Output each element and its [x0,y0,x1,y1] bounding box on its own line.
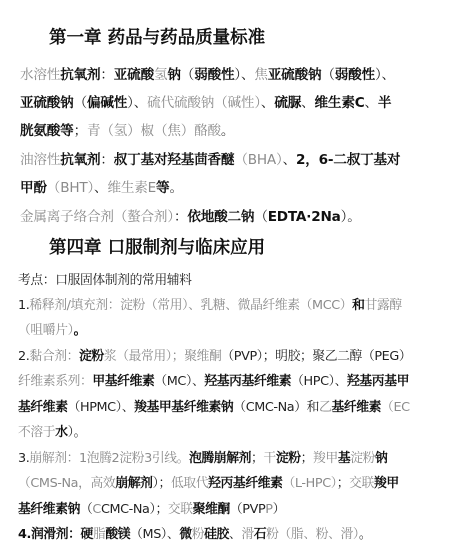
text-segment: ）、 [374,67,395,83]
text-line [20,176,476,196]
text-segment: 抗氧剂 [60,67,101,83]
text-segment: （ [180,67,195,83]
text-segment: 考点：口服固体制剂的常用辅料 [18,273,192,288]
text-segment: 、 [228,527,242,542]
text-segment: 4.润滑剂：硬 [18,527,93,542]
text-segment: 羟基丙基纤维素 [204,374,292,389]
text-segment: （L-HPC） [282,476,337,491]
text-segment: 亚硫酸钠 [267,67,322,83]
text-segment: 钠 [167,67,181,83]
text-segment: 纤维素系列： [18,374,93,389]
text-line [18,269,476,288]
text-segment: 氢 [153,67,168,83]
text-segment: （ [73,95,87,111]
text-segment: 偏碱性 [86,95,128,111]
text-segment: 硅胶 [204,527,229,542]
text-segment: 泡腾崩解剂 [189,451,252,466]
text-segment: 油溶性 [20,152,61,168]
text-segment: 粉 [191,527,205,542]
text-segment: 硫脲 [274,95,302,111]
text-line [18,472,476,491]
text-segment: 依地酸二钠 [187,209,255,225]
text-segment: 黏合剂： [29,349,80,364]
text-segment: 稀释剂/填充剂：淀粉（常用）、乳糖、微晶纤维素（MCC） [29,298,353,313]
text-segment: ： [100,152,114,168]
text-line [18,523,476,542]
text-segment: （CMS-Na，高效 [18,476,116,491]
text-segment: 维生素C [314,95,365,111]
text-segment: 等 [156,180,170,196]
text-segment: （BHT） [46,180,95,196]
text-segment: （MS）、 [130,527,180,542]
text-segment: 第四章 口服制剂与临床应用 [49,238,266,258]
text-segment: ）、 [234,67,255,83]
text-segment: ）。 [67,425,87,440]
text-segment: 基纤维素 [18,400,68,415]
text-segment: 青（氢）椒（焦）酪酸 [86,123,221,139]
text-segment: 水溶性 [20,67,61,83]
text-segment: 。 [358,527,372,542]
text-segment: 酸镁 [105,527,131,542]
text-segment: 羟基丙基甲 [347,374,410,389]
text-segment: （BHA） [234,152,283,168]
text-segment: 基纤维素钠 [18,502,80,517]
text-segment: （CMC-Na）和 [233,400,320,415]
chapter-heading [49,234,476,259]
text-segment: 亚硫酸钠 [20,95,74,111]
text-segment: 淀粉 [79,349,104,364]
text-segment: 叔丁基对羟基茴香醚 [113,152,235,168]
text-segment: 石 [253,527,267,542]
text-segment: ； [336,476,350,491]
text-line [18,370,476,389]
text-segment: CMC-Na）； [100,502,168,517]
text-segment: ）； [152,476,171,491]
text-segment: 、 [301,95,315,111]
text-segment: （PVP）；明胶；聚乙二醇（PEG） [221,349,412,364]
text-segment: 淀粉 [350,451,376,466]
text-segment: 2，6-二叔丁基对 [295,152,401,168]
text-line [18,396,476,415]
text-segment: （ [321,67,335,83]
text-segment: 第一章 药品与药品质量标准 [49,28,266,48]
text-segment: （ [80,502,93,517]
text-segment: 粉（脂、粉、滑） [266,527,359,542]
text-segment: 亚硫酸 [113,67,154,83]
text-line [20,91,476,111]
text-segment: 。 [73,323,86,338]
text-segment: 滑 [241,527,254,542]
text-segment: （HPC）、 [291,374,348,389]
text-segment: 金属离子络合剂（螯合剂） [20,209,174,225]
text-segment: 崩解剂：1泡腾2淀粉3引线。 [29,451,190,466]
text-line [20,205,476,225]
text-segment: （ [254,209,268,225]
text-segment: ）。 [340,209,361,225]
text-segment: 交联 [349,476,374,491]
text-segment: （MC）、 [154,374,205,389]
text-segment: 。 [169,180,183,196]
text-segment: 水 [55,425,68,440]
text-segment: 微 [179,527,192,542]
text-segment: （咀嚼片） [18,323,74,338]
text-segment: ： [100,67,114,83]
text-segment: 硫代硫酸钠（碱性） [147,95,261,111]
text-segment: 基 [337,451,351,466]
text-segment: 弱酸性 [334,67,375,83]
text-segment: 3. [18,451,30,466]
text-segment: 羧甲 [313,451,338,466]
text-segment: EDTA·2Na [267,209,341,225]
text-segment: 、 [260,95,275,111]
text-segment: 脂 [92,527,106,542]
text-segment: 半 [377,95,392,111]
text-segment: ； [251,451,264,466]
text-line [18,498,476,517]
text-segment: C [92,502,101,517]
text-line [18,294,476,313]
text-line [18,447,476,466]
text-segment: 甲酚 [20,180,47,196]
text-line [20,119,476,139]
text-segment: 乙 [319,400,332,415]
text-segment: 浆（最常用）；聚维酮 [103,349,222,364]
text-segment: 钠 [375,451,388,466]
text-segment: 崩解剂 [115,476,153,491]
text-segment: 焦 [254,67,268,83]
text-segment: 干 [263,451,276,466]
text-segment: ： [173,209,188,225]
text-segment: ） [272,502,286,517]
text-segment: 不溶于 [18,425,56,440]
text-segment: 弱酸性 [194,67,235,83]
text-line [18,319,476,338]
text-segment: 。 [220,123,235,139]
text-segment: （EC [381,400,410,415]
text-segment: 维生素E [107,180,157,196]
text-segment: ）、 [127,95,148,111]
text-segment: 2. [18,349,30,364]
text-segment: 羧基甲基纤维素钠 [134,400,234,415]
text-segment: 基纤维素 [331,400,382,415]
text-segment: 、 [94,180,108,196]
text-segment: ； [73,123,87,139]
text-segment: 、 [364,95,378,111]
text-segment: 、 [282,152,296,168]
text-segment: （HPMC）、 [67,400,135,415]
chapter-heading [49,24,476,49]
text-segment: 抗氧剂 [60,152,101,168]
text-segment: 胱氨酸等 [20,123,74,139]
text-segment: 甘露醇 [364,298,402,313]
text-segment: 交联 [167,502,193,517]
text-segment: 低取代 [170,476,209,491]
text-line [20,148,476,168]
text-line [18,421,476,440]
text-segment: P [265,502,273,517]
text-line [18,345,476,364]
text-segment: 淀粉 [275,451,301,466]
text-line [20,63,476,83]
text-segment: 羧甲 [373,476,399,491]
text-segment: 羟丙基纤维素 [208,476,283,491]
text-segment: （PVP [229,502,266,517]
text-segment: 甲基纤维素 [92,374,155,389]
text-segment: 1. [18,298,30,313]
text-segment: 聚维酮 [192,502,230,517]
text-segment: 和 [352,298,365,313]
text-segment: ； [300,451,314,466]
